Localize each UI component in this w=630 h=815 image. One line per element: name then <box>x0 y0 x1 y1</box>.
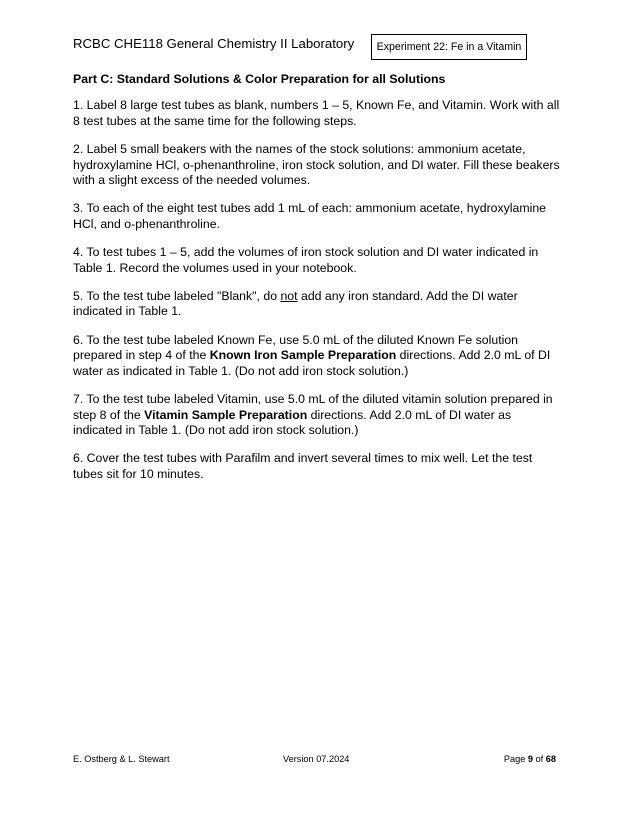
step-5 <box>73 289 563 320</box>
step-3: 3. To each of the eight test tubes add 1 mL of each: ammonium acetate, hydroxylamine HCl, and o-phenanthroline. <box>73 201 547 231</box>
step-5-text-end: add any iron standard. Add the DI water indicated in Table 1. <box>73 289 518 319</box>
page-prefix: Page <box>503 754 528 764</box>
page-of: of <box>532 754 546 764</box>
step-1: 1. Label 8 large test tubes as blank, numbers 1 – 5, Known Fe, and Vitamin. Work with all 8 test tubes at the same time for the following steps. <box>73 98 560 128</box>
footer-page-number <box>504 754 556 764</box>
step-6-bold-reference: Known Iron Sample Preparation <box>209 348 397 363</box>
document-body <box>73 72 563 495</box>
step-7-text-start: 7. To the test tube labeled Vitamin, use 5.0 mL of the diluted vitamin solution prepared in step 8 of the <box>73 392 553 422</box>
step-7-text-end: directions. Add 2.0 mL of DI water as indicated in Table 1. (Do not add iron stock solution.) <box>73 407 512 437</box>
experiment-label-box <box>371 34 527 60</box>
page-total: 68 <box>545 754 556 764</box>
step-7-bold-reference: Vitamin Sample Preparation <box>144 407 308 422</box>
footer-version: Version 07.2024 <box>283 754 350 764</box>
step-6 <box>73 333 563 379</box>
step-5-emphasis-not: not <box>280 289 298 304</box>
page-current: 9 <box>527 754 533 764</box>
section-title: Part C: Standard Solutions & Color Preparation for all Solutions <box>73 72 446 86</box>
experiment-label: Experiment 22: Fe in a Vitamin <box>376 41 522 53</box>
step-7 <box>73 392 563 438</box>
step-6-text-end: directions. Add 2.0 mL of DI water as indicated in Table 1. (Do not add iron stock solution.) <box>73 348 551 378</box>
step-2: 2. Label 5 small beakers with the names of the stock solutions: ammonium acetate, hydroxylamine HCl, o-phenanthroline, iron stock solution, and DI water. Fill these beakers with a slight excess of the needed volumes. <box>73 142 560 188</box>
step-6-text-start: 6. To the test tube labeled Known Fe, use 5.0 mL of the diluted Known Fe solution prepared in step 4 of the <box>73 332 519 363</box>
step-8: 6. Cover the test tubes with Parafilm and invert several times to mix well. Let the test tubes sit for 10 minutes. <box>73 451 533 481</box>
document-header-title: RCBC CHE118 General Chemistry II Laboratory <box>73 36 355 51</box>
footer-authors: E. Ostberg & L. Stewart <box>73 754 170 764</box>
step-4: 4. To test tubes 1 – 5, add the volumes of iron stock solution and DI water indicated in Table 1. Record the volumes used in your notebook. <box>73 245 539 275</box>
step-5-text-start: 5. To the test tube labeled "Blank", do <box>73 289 281 304</box>
